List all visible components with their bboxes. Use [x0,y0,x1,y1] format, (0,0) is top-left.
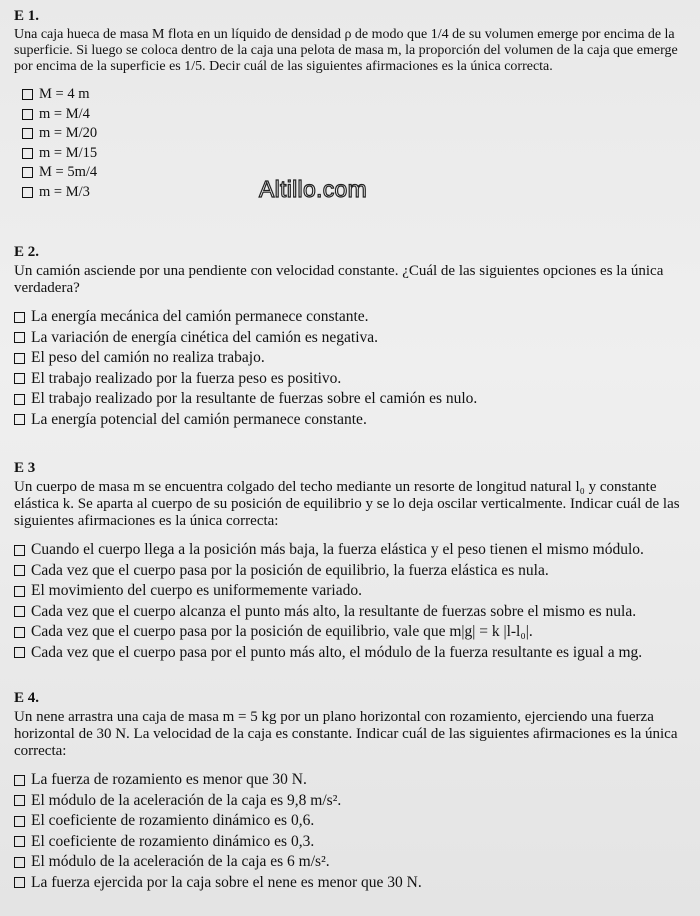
option-item[interactable] [14,328,688,349]
option-item[interactable] [14,561,688,582]
checkbox[interactable] [22,148,33,159]
option-label: m = M/4 [39,105,90,122]
option-list [22,85,688,202]
option-label: El coeficiente de rozamiento dinámico es 0,3. [31,832,315,850]
checkbox[interactable] [14,565,25,576]
checkbox[interactable] [14,353,25,364]
option-item[interactable] [14,581,688,602]
checkbox[interactable] [22,187,33,198]
exercise-statement: Un cuerpo de masa m se encuentra colgado del techo mediante un resorte de longitud natural l₀ y constante elástica k. Se aparta al cuerpo de su posición de equilibrio y se lo deja oscilar verticalmente. Indicar cuál de las siguientes afirmaciones es la única correcta: [14,479,680,529]
option-label: La energía mecánica del camión permanece constante. [31,308,369,325]
option-item[interactable] [14,791,688,812]
option-label: Cada vez que el cuerpo alcanza el punto más alto, la resultante de fuerzas sobre el mismo es nula. [31,602,637,620]
option-item[interactable] [14,622,688,643]
checkbox[interactable] [22,109,33,120]
exercise-1 [14,8,688,202]
option-label: El movimiento del cuerpo es uniformemente variado. [31,582,362,599]
checkbox[interactable] [14,394,25,405]
option-label: El trabajo realizado por la fuerza peso es positivo. [31,369,342,387]
option-label: M = 5m/4 [39,164,98,180]
checkbox[interactable] [22,89,33,100]
option-item[interactable] [14,369,688,390]
option-label: La fuerza ejercida por la caja sobre el nene es menor que 30 N. [31,873,422,891]
checkbox[interactable] [14,545,25,556]
option-label: Cada vez que el cuerpo pasa por la posición de equilibrio, vale que m|g| = k |l-l₀|. [31,623,533,640]
option-label: El coeficiente de rozamiento dinámico es 0,6. [31,812,315,829]
option-label: Cuando el cuerpo llega a la posición más baja, la fuerza elástica y el peso tienen el mismo módulo. [31,541,644,558]
exercise-heading: E 1. [14,8,40,24]
option-item[interactable] [14,307,688,328]
option-item[interactable] [22,183,688,203]
checkbox[interactable] [14,857,25,868]
option-label: La fuerza de rozamiento es menor que 30 N. [31,771,307,788]
checkbox[interactable] [22,128,33,139]
exercise-statement: Una caja hueca de masa M flota en un líquido de densidad ρ de modo que 1/4 de su volumen emerge por encima de la superficie. Si luego se coloca dentro de la caja una pelota de masa m, la proporción del volumen de la caja que emerge por encima de la superficie es 1/5. Decir cuál de las siguientes afirmaciones es la única correcta. [14,27,678,74]
option-item[interactable] [22,144,688,164]
exercise-4 [14,690,688,893]
option-item[interactable] [22,124,688,144]
option-list [14,307,688,430]
exercise-statement: Un nene arrastra una caja de masa m = 5 kg por un plano horizontal con rozamiento, ejerciendo una fuerza horizontal de 30 N. La velocidad de la caja es constante. Indicar cuál de las siguientes afirmaciones es la única correcta: [14,709,678,759]
option-list [14,770,688,893]
option-label: El módulo de la aceleración de la caja es 6 m/s². [31,853,330,870]
option-item[interactable] [22,85,688,105]
option-label: El trabajo realizado por la resultante de fuerzas sobre el camión es nulo. [31,390,478,407]
option-label: La energía potencial del camión permanece constante. [31,410,367,428]
option-item[interactable] [14,540,688,561]
checkbox[interactable] [14,606,25,617]
checkbox[interactable] [14,647,25,658]
option-label: El módulo de la aceleración de la caja es 9,8 m/s². [31,791,342,809]
exercise-statement: Un camión asciende por una pendiente con velocidad constante. ¿Cuál de las siguientes opciones es la única verdadera? [14,263,664,296]
checkbox[interactable] [14,373,25,384]
option-item[interactable] [14,348,688,369]
option-item[interactable] [14,602,688,623]
exercise-3 [14,460,688,663]
option-label: m = M/3 [39,183,90,200]
checkbox[interactable] [14,627,25,638]
checkbox[interactable] [14,877,25,888]
option-label: m = M/20 [39,125,98,141]
option-item[interactable] [14,811,688,832]
checkbox[interactable] [14,816,25,827]
option-label: m = M/15 [39,144,98,161]
checkbox[interactable] [14,795,25,806]
exercise-heading: E 4. [14,690,40,706]
option-label: Cada vez que el cuerpo pasa por el punto más alto, el módulo de la fuerza resultante es igual a mg. [31,643,643,661]
exercise-heading: E 2. [14,244,40,260]
option-item[interactable] [22,105,688,125]
checkbox[interactable] [14,332,25,343]
option-item[interactable] [14,389,688,410]
option-item[interactable] [14,410,688,431]
option-label: El peso del camión no realiza trabajo. [31,349,265,366]
option-list [14,540,688,663]
checkbox[interactable] [14,586,25,597]
checkbox[interactable] [14,414,25,425]
checkbox[interactable] [14,775,25,786]
exercise-heading: E 3 [14,460,36,476]
checkbox[interactable] [14,836,25,847]
checkbox[interactable] [14,312,25,323]
option-item[interactable] [14,643,688,664]
exercise-2 [14,244,688,430]
option-item[interactable] [14,770,688,791]
option-label: Cada vez que el cuerpo pasa por la posición de equilibrio, la fuerza elástica es nula. [31,561,549,579]
option-item[interactable] [14,873,688,894]
checkbox[interactable] [22,167,33,178]
option-label: La variación de energía cinética del camión es negativa. [31,328,379,346]
option-item[interactable] [14,832,688,853]
option-label: M = 4 m [39,86,90,102]
option-item[interactable] [14,852,688,873]
option-item[interactable] [22,163,688,183]
watermark: Altillo.com [259,176,368,202]
